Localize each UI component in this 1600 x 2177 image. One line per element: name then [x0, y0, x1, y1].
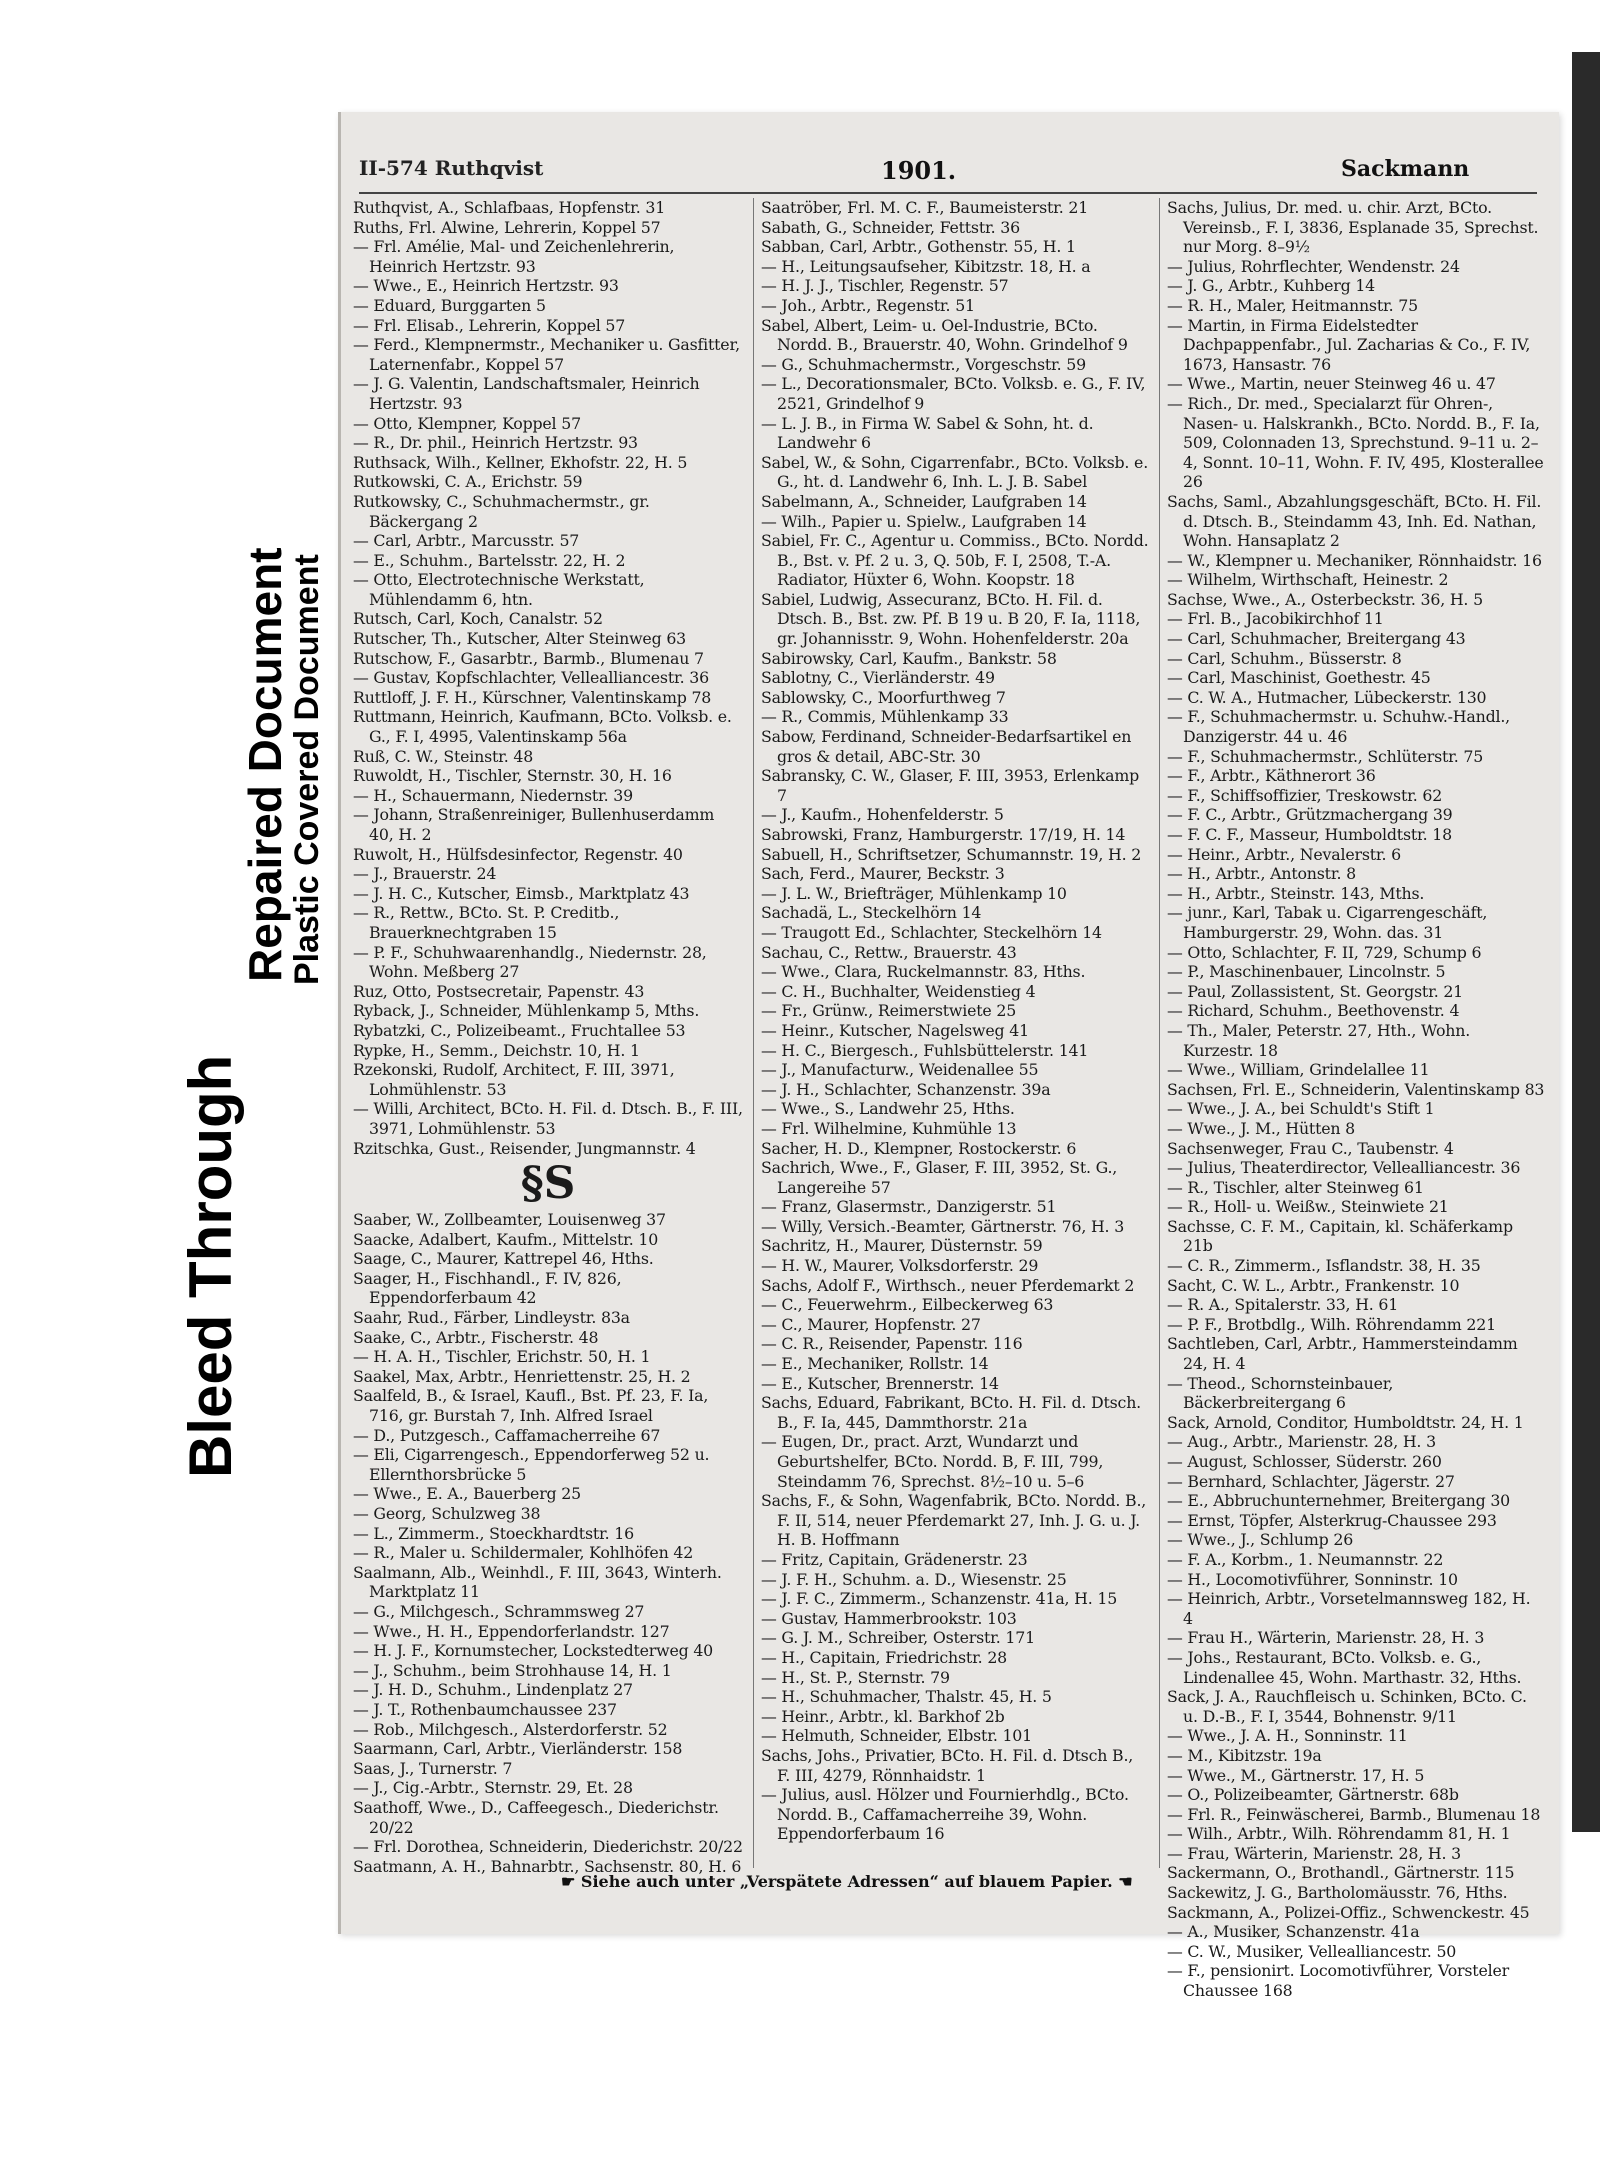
directory-entry: — Johs., Restaurant, BCto. Volksb. e. G., Lindenallee 45, Wohn. Marthastr. 32, Hths.: [1167, 1647, 1522, 1687]
directory-entry: — Wwe., J., Schlump 26: [1167, 1530, 1354, 1550]
directory-entry: — Julius, Theaterdirector, Vellealliancestr. 36: [1167, 1158, 1521, 1178]
directory-entry: Sacht, C. W. L., Arbtr., Frankenstr. 10: [1167, 1275, 1460, 1295]
directory-entry: — Frl. R., Feinwäscherei, Barmb., Blumenau 18: [1167, 1804, 1541, 1824]
directory-entry: — R. A., Spitalerstr. 33, H. 61: [1167, 1295, 1399, 1315]
directory-entry: — Wilh., Arbtr., Wilh. Röhrendamm 81, H. 1: [1167, 1824, 1511, 1844]
directory-entry: — J., Cig.-Arbtr., Sternstr. 29, Et. 28: [353, 1778, 633, 1798]
directory-entry: — L., Decorationsmaler, BCto. Volksb. e. G., F. IV, 2521, Grindelhof 9: [761, 374, 1146, 413]
directory-entry: — J. F. C., Zimmerm., Schanzenstr. 41a, H. 15: [761, 1589, 1118, 1609]
directory-entry: Sach, Ferd., Maurer, Beckstr. 3: [761, 864, 1005, 884]
directory-entry: Sack, Arnold, Conditor, Humboldtstr. 24, H. 1: [1167, 1412, 1524, 1432]
directory-entry: — J., Manufacturw., Weidenallee 55: [761, 1060, 1039, 1080]
directory-entry: — Wwe., J. A. H., Sonninstr. 11: [1167, 1726, 1408, 1746]
directory-entry: Sachsse, C. F. M., Capitain, kl. Schäferkamp 21b: [1167, 1216, 1513, 1256]
directory-page: [338, 112, 1559, 2001]
directory-entry: Saalfeld, B., & Israel, Kaufl., Bst. Pf. 23, F. Ia, 716, gr. Burstah 7, Inh. Alfred Israel: [353, 1386, 709, 1426]
directory-entry: Rutscher, Th., Kutscher, Alter Steinweg 63: [353, 629, 687, 649]
directory-entry: Sachs, Eduard, Fabrikant, BCto. H. Fil. d. Dtsch. B., F. Ia, 445, Dammthorstr. 21a: [761, 1393, 1141, 1432]
directory-entry: — Julius, ausl. Hölzer und Fournierhdlg., BCto. Nordd. B., Caffamacherreihe 39, Wohn. Eppendorferbaum 16: [761, 1785, 1129, 1844]
directory-entry: — Fr., Grünw., Reimerstwiete 25: [761, 1001, 1017, 1021]
directory-entry: Sabransky, C. W., Glaser, F. III, 3953, Erlenkamp 7: [761, 766, 1140, 805]
directory-entry: Sackermann, O., Brothandl., Gärtnerstr. 115: [1167, 1863, 1515, 1883]
directory-entry: Rutkowsky, C., Schuhmachermstr., gr. Bäckergang 2: [353, 491, 650, 531]
directory-entry: — J. T., Rothenbaumchaussee 237: [353, 1699, 617, 1719]
directory-entry: — E., Kutscher, Brennerstr. 14: [761, 1373, 999, 1393]
directory-entry: — Heinr., Arbtr., kl. Barkhof 2b: [761, 1706, 1005, 1726]
directory-entry: — C. W. A., Hutmacher, Lübeckerstr. 130: [1167, 687, 1487, 707]
directory-entry: Sacher, H. D., Klempner, Rostockerstr. 6: [761, 1138, 1077, 1158]
directory-entry: — H., Arbtr., Antonstr. 8: [1167, 864, 1356, 884]
directory-entry: Saatmann, A. H., Bahnarbtr., Sachsenstr. 80, H. 6: [353, 1856, 742, 1876]
directory-entry: Ryback, J., Schneider, Mühlenkamp 5, Mths.: [353, 1001, 700, 1021]
directory-entry: — F., Schiffsoffizier, Treskowstr. 62: [1167, 785, 1443, 805]
directory-entry: — August, Schlosser, Süderstr. 260: [1167, 1452, 1442, 1471]
directory-entry: — F. A., Korbm., 1. Neumannstr. 22: [1167, 1549, 1444, 1569]
directory-entry: Rybatzki, C., Polizeibeamt., Fruchtallee 53: [353, 1020, 686, 1040]
directory-entry: Sack, J. A., Rauchfleisch u. Schinken, BCto. C. u. D.-B., F. I, 3544, Bohnenstr. 9/11: [1167, 1687, 1527, 1726]
directory-entry: Sabelmann, A., Schneider, Laufgraben 14: [761, 491, 1087, 511]
directory-entry: — R., Maler u. Schildermaler, Kohlhöfen 42: [353, 1543, 694, 1563]
directory-entry: Sachs, Saml., Abzahlungsgeschäft, BCto. H. Fil. d. Dtsch. B., Steindamm 43, Inh. Ed. Nathan, Wohn. Hansaplatz 2: [1167, 491, 1542, 551]
column-1: [353, 198, 743, 1876]
directory-entry: — junr., Karl, Tabak u. Cigarrengeschäft, Hamburgerstr. 29, Wohn. das. 31: [1167, 903, 1488, 942]
directory-entry: Ruß, C. W., Steinstr. 48: [353, 746, 534, 766]
label-plastic-covered: Plastic Covered Document: [288, 554, 326, 985]
directory-entry: — Gustav, Hammerbrookstr. 103: [761, 1608, 1017, 1628]
directory-entry: — J. F. H., Schuhm. a. D., Wiesenstr. 25: [761, 1569, 1067, 1589]
directory-entry: Sabiel, Fr. C., Agentur u. Commiss., BCto. Nordd. B., Bst. v. Pf. 2 u. 3, Q. 50b, F. I, 2508, T.-A. Radiator, Hüxter 6, Wohn. Koopstr. 18: [761, 531, 1149, 590]
directory-entry: Rutsch, Carl, Koch, Canalstr. 52: [353, 609, 603, 629]
directory-entry: — Fritz, Capitain, Grädenerstr. 23: [761, 1549, 1028, 1569]
directory-entry: — P. F., Brotbdlg., Wilh. Röhrendamm 221: [1167, 1314, 1496, 1334]
directory-entry: — R. H., Maler, Heitmannstr. 75: [1167, 295, 1418, 315]
directory-entry: — Th., Maler, Peterstr. 27, Hth., Wohn. Kurzestr. 18: [1167, 1020, 1471, 1060]
directory-entry: — H. J. F., Kornumstecher, Lockstedterweg 40: [353, 1641, 714, 1661]
directory-entry: — Frl. Wilhelmine, Kuhmühle 13: [761, 1118, 1017, 1138]
directory-entry: — J. H., Schlachter, Schanzenstr. 39a: [761, 1079, 1051, 1099]
directory-entry: — R., Dr. phil., Heinrich Hertzstr. 93: [353, 433, 638, 453]
directory-entry: — J. G. Valentin, Landschaftsmaler, Heinrich Hertzstr. 93: [353, 374, 700, 413]
directory-entry: Ruwoldt, H., Tischler, Sternstr. 30, H. 16: [353, 766, 672, 786]
directory-entry: — Wwe., H. H., Eppendorferlandstr. 127: [353, 1621, 670, 1641]
directory-entry: — H., Arbtr., Steinstr. 143, Mths.: [1167, 883, 1425, 903]
page-header-right: Sackmann: [1341, 156, 1470, 182]
directory-entry: Saahr, Rud., Färber, Lindleystr. 83a: [353, 1308, 630, 1328]
label-repaired-document: Repaired Document: [239, 547, 291, 982]
directory-entry: Sachsenweger, Frau C., Taubenstr. 4: [1167, 1138, 1454, 1158]
directory-entry: Sachs, Johs., Privatier, BCto. H. Fil. d. Dtsch B., F. III, 4279, Rönnhaidstr. 1: [761, 1745, 1134, 1785]
directory-entry: — Wwe., J. M., Hütten 8: [1167, 1118, 1356, 1138]
directory-entry: — C., Maurer, Hopfenstr. 27: [761, 1314, 981, 1334]
directory-entry: Sachau, C., Rettw., Brauerstr. 43: [761, 942, 1017, 962]
directory-entry: — H., Schauermann, Niedernstr. 39: [353, 785, 634, 805]
directory-entry: Sachs, F., & Sohn, Wagenfabrik, BCto. Nordd. B., F. II, 514, neuer Pferdemarkt 27, Inh. J. G. u. J. H. B. Hoffmann: [761, 1491, 1147, 1550]
directory-entry: — P., Maschinenbauer, Lincolnstr. 5: [1167, 962, 1446, 982]
directory-entry: — Carl, Maschinist, Goethestr. 45: [1167, 668, 1431, 688]
directory-entry: — D., Putzgesch., Caffamacherreihe 67: [353, 1425, 661, 1445]
directory-entry: — Eduard, Burggarten 5: [353, 295, 546, 315]
directory-entry: Sabuell, H., Schriftsetzer, Schumannstr. 19, H. 2: [761, 844, 1142, 864]
directory-entry: — Wwe., M., Gärtnerstr. 17, H. 5: [1167, 1765, 1425, 1785]
directory-entry: — Frau H., Wärterin, Marienstr. 28, H. 3: [1167, 1628, 1485, 1648]
directory-entry: Sabel, W., & Sohn, Cigarrenfabr., BCto. Volksb. e. G., ht. d. Landwehr 6, Inh. L. J. B. Sabel: [761, 452, 1149, 492]
directory-entry: Sabrowski, Franz, Hamburgerstr. 17/19, H. 14: [761, 825, 1126, 844]
column-divider: [753, 198, 754, 1868]
directory-entry: — Wwe., E., Heinrich Hertzstr. 93: [353, 276, 619, 296]
directory-entry: — H. W., Maurer, Volksdorferstr. 29: [761, 1256, 1039, 1276]
directory-entry: — Aug., Arbtr., Marienstr. 28, H. 3: [1167, 1432, 1436, 1452]
directory-entry: Sabel, Albert, Leim- u. Oel-Industrie, BCto. Nordd. B., Brauerstr. 40, Wohn. Grindelhof 9: [761, 315, 1128, 355]
directory-entry: Rzekonski, Rudolf, Architect, F. III, 3971, Lohmühlenstr. 53: [353, 1060, 675, 1099]
scanner-edge: [1572, 52, 1600, 1832]
directory-entry: — R., Tischler, alter Steinweg 61: [1167, 1177, 1424, 1197]
directory-entry: Saager, H., Fischhandl., F. IV, 826, Eppendorferbaum 42: [353, 1268, 622, 1308]
directory-entry: Saacke, Adalbert, Kaufm., Mittelstr. 10: [353, 1229, 659, 1249]
directory-entry: — W., Klempner u. Mechaniker, Rönnhaidstr. 16: [1167, 550, 1542, 570]
directory-entry: — L. J. B., in Firma W. Sabel & Sohn, ht. d. Landwehr 6: [761, 413, 1094, 453]
directory-entry: — Helmuth, Schneider, Elbstr. 101: [761, 1726, 1033, 1746]
label-bleed-through: Bleed Through: [177, 1054, 244, 1478]
directory-entry: — Frl. Amélie, Mal- und Zeichenlehrerin, Heinrich Hertzstr. 93: [353, 237, 675, 276]
directory-entry: Sachtleben, Carl, Arbtr., Hammersteindamm 24, H. 4: [1167, 1334, 1518, 1374]
directory-entry: Sablotny, C., Vierländerstr. 49: [761, 668, 995, 688]
directory-entry: — Wwe., E. A., Bauerberg 25: [353, 1484, 581, 1504]
directory-entry: Sachs, Julius, Dr. med. u. chir. Arzt, BCto. Vereinsb., F. I, 3836, Esplanade 35, Sprechst. nur Morg. 8–9½: [1167, 198, 1539, 257]
section-letter: §S: [520, 1158, 576, 1210]
directory-entry: — Traugott Ed., Schlachter, Steckelhörn 14: [761, 922, 1102, 942]
directory-entry: — Paul, Zollassistent, St. Georgstr. 21: [1167, 981, 1464, 1001]
directory-entry: — G. J. M., Schreiber, Osterstr. 171: [761, 1628, 1035, 1648]
directory-entry: Rzitschka, Gust., Reisender, Jungmannstr. 4: [353, 1138, 696, 1158]
directory-entry: Saakel, Max, Arbtr., Henriettenstr. 25, H. 2: [353, 1366, 691, 1386]
directory-entry: — F., Schuhmachermstr. u. Schuhw.-Handl., Danzigerstr. 44 u. 46: [1167, 707, 1510, 747]
directory-entry: — Theod., Schornsteinbauer, Bäckerbreitergang 6: [1167, 1373, 1394, 1413]
directory-entry: Rutschow, F., Gasarbtr., Barmb., Blumenau 7: [353, 648, 704, 668]
directory-entry: — G., Milchgesch., Schrammsweg 27: [353, 1601, 645, 1621]
directory-entry: — H., Schuhmacher, Thalstr. 45, H. 5: [761, 1687, 1052, 1707]
column-3: [1167, 198, 1545, 2001]
directory-entry: — Wwe., Clara, Ruckelmannstr. 83, Hths.: [761, 962, 1086, 982]
directory-entry: — O., Polizeibeamter, Gärtnerstr. 68b: [1167, 1785, 1459, 1805]
directory-entry: — J. H. D., Schuhm., Lindenplatz 27: [353, 1680, 633, 1700]
directory-entry: Ruthsack, Wilh., Kellner, Ekhofstr. 22, H. 5: [353, 452, 688, 472]
directory-entry: — H., Capitain, Friedrichstr. 28: [761, 1647, 1008, 1667]
directory-entry: — Martin, in Firma Eidelstedter Dachpappenfabr., Jul. Zacharias & Co., F. IV, 1673, Hansastr. 76: [1167, 315, 1531, 374]
directory-entry: — L., Zimmerm., Stoeckhardtstr. 16: [353, 1523, 634, 1543]
directory-entry: Saathoff, Wwe., D., Caffeegesch., Diederichstr. 20/22: [353, 1797, 719, 1837]
directory-entry: — C., Feuerwehrm., Eilbeckerweg 63: [761, 1295, 1054, 1315]
directory-entry: — C. W., Musiker, Vellealliancestr. 50: [1167, 1941, 1457, 1961]
directory-entry: — J., Kaufm., Hohenfelderstr. 5: [761, 805, 1004, 825]
directory-entry: — C. R., Reisender, Papenstr. 116: [761, 1334, 1023, 1354]
directory-entry: Saarmann, Carl, Arbtr., Vierländerstr. 158: [353, 1739, 683, 1759]
directory-entry: — Heinr., Kutscher, Nagelsweg 41: [761, 1020, 1029, 1040]
directory-entry: — Ernst, Töpfer, Alsterkrug-Chaussee 293: [1167, 1510, 1497, 1530]
directory-entry: — Carl, Schuhmacher, Breitergang 43: [1167, 629, 1466, 649]
directory-entry: — Frau, Wärterin, Marienstr. 28, H. 3: [1167, 1843, 1461, 1863]
directory-entry: — Willy, Versich.-Beamter, Gärtnerstr. 76, H. 3: [761, 1216, 1125, 1236]
directory-entry: — F. C. F., Masseur, Humboldtstr. 18: [1167, 825, 1452, 844]
directory-entry: Sachs, Adolf F., Wirthsch., neuer Pferdemarkt 2: [761, 1275, 1135, 1295]
directory-entry: — R., Commis, Mühlenkamp 33: [761, 707, 1009, 727]
directory-entry: — J. G., Arbtr., Kuhberg 14: [1167, 276, 1376, 296]
page-footer-note: ☛ Siehe auch unter „Verspätete Adressen“ auf blauem Papier. ☚: [561, 1872, 1133, 1891]
directory-entry: Sabath, G., Schneider, Fettstr. 36: [761, 217, 1020, 237]
page-header-left: II-574 Ruthqvist: [359, 156, 544, 180]
directory-entry: — A., Musiker, Schanzenstr. 41a: [1167, 1922, 1420, 1942]
directory-entry: — Wwe., Martin, neuer Steinweg 46 u. 47: [1167, 374, 1496, 394]
directory-entry: Sachadä, L., Steckelhörn 14: [761, 903, 982, 923]
directory-entry: — Gustav, Kopfschlachter, Vellealliancestr. 36: [353, 668, 709, 688]
directory-entry: Sabban, Carl, Arbtr., Gothenstr. 55, H. 1: [761, 237, 1076, 257]
directory-entry: — C. R., Zimmerm., Isflandstr. 38, H. 35: [1167, 1256, 1481, 1276]
directory-entry: Sablowsky, C., Moorfurthweg 7: [761, 687, 1006, 707]
directory-entry: Saas, J., Turnerstr. 7: [353, 1758, 513, 1778]
directory-entry: — Frl. B., Jacobikirchhof 11: [1167, 609, 1384, 629]
directory-entry: — E., Schuhm., Bartelsstr. 22, H. 2: [353, 550, 626, 570]
directory-entry: — Willi, Architect, BCto. H. Fil. d. Dtsch. B., F. III, 3971, Lohmühlenstr. 53: [353, 1099, 743, 1138]
directory-entry: — R., Rettw., BCto. St. P. Creditb., Brauerknechtgraben 15: [353, 903, 620, 942]
directory-entry: — F., pensionirt. Locomotivführer, Vorsteler Chaussee 168: [1167, 1961, 1509, 2001]
directory-entry: — E., Mechaniker, Rollstr. 14: [761, 1354, 989, 1374]
directory-entry: Ruz, Otto, Postsecretair, Papenstr. 43: [353, 981, 645, 1001]
page-header-year: 1901.: [881, 156, 957, 185]
directory-entry: Ruttloff, J. F. H., Kürschner, Valentinskamp 78: [353, 687, 712, 707]
directory-entry: Sachritz, H., Maurer, Düsternstr. 59: [761, 1236, 1043, 1256]
directory-entry: — J., Schuhm., beim Strohhause 14, H. 1: [353, 1660, 672, 1680]
directory-entry: Rutkowski, C. A., Erichstr. 59: [353, 472, 583, 492]
directory-entry: Sabiel, Ludwig, Assecuranz, BCto. H. Fil. d. Dtsch. B., Bst. zw. Pf. B 19 u. B 20, F. Ia, 1118, gr. Johannisstr. 9, Wohn. Hohenfelderstr. 20a: [761, 589, 1141, 649]
directory-entry: Ruths, Frl. Alwine, Lehrerin, Koppel 57: [353, 217, 661, 237]
directory-entry: — Julius, Rohrflechter, Wendenstr. 24: [1167, 256, 1460, 276]
directory-entry: Rypke, H., Semm., Deichstr. 10, H. 1: [353, 1040, 640, 1060]
directory-entry: — Wwe., J. A., bei Schuldt's Stift 1: [1167, 1099, 1435, 1119]
directory-entry: — Carl, Schuhm., Büsserstr. 8: [1167, 648, 1402, 668]
directory-entry: — Wilhelm, Wirthschaft, Heinestr. 2: [1167, 570, 1449, 590]
directory-entry: — Heinrich, Arbtr., Vorsetelmannsweg 182, H. 4: [1167, 1589, 1531, 1628]
directory-entry: — Rob., Milchgesch., Alsterdorferstr. 52: [353, 1719, 668, 1739]
directory-entry: — Rich., Dr. med., Specialarzt für Ohren-, Nasen- u. Halskrankh., BCto. Nordd. B., F. Ia, 509, Colonnaden 13, Sprechstund. 9–11 u. 2–4, Sonnt. 10–11, Wohn. F. IV, 495, Klosterallee 26: [1167, 393, 1544, 492]
directory-entry: Ruttmann, Heinrich, Kaufmann, BCto. Volksb. e. G., F. I, 4995, Valentinskamp 56a: [353, 707, 732, 747]
directory-entry: — H., Locomotivführer, Sonninstr. 10: [1167, 1569, 1458, 1589]
directory-entry: — F., Schuhmachermstr., Schlüterstr. 75: [1167, 746, 1484, 766]
directory-entry: — H., St. P., Sternstr. 79: [761, 1667, 950, 1687]
directory-entry: — Carl, Arbtr., Marcusstr. 57: [353, 531, 580, 551]
directory-entry: — J. L. W., Briefträger, Mühlenkamp 10: [761, 883, 1067, 903]
directory-entry: — H. J. J., Tischler, Regenstr. 57: [761, 276, 1009, 296]
directory-entry: — J., Brauerstr. 24: [353, 864, 497, 884]
directory-entry: — F. C., Arbtr., Grützmachergang 39: [1167, 805, 1453, 825]
directory-entry: Sabirowsky, Carl, Kaufm., Bankstr. 58: [761, 648, 1057, 668]
directory-entry: — Otto, Klempner, Koppel 57: [353, 413, 581, 433]
directory-entry: — Eugen, Dr., pract. Arzt, Wundarzt und Geburtshelfer, BCto. Nordd. B, F. III, 799, Steindamm 76, Sprechst. 8½–10 u. 5–6: [761, 1432, 1104, 1491]
directory-entry: Saatröber, Frl. M. C. F., Baumeisterstr. 21: [761, 198, 1089, 217]
column-2: [761, 198, 1151, 1844]
directory-entry: — H. C., Biergesch., Fuhlsbüttelerstr. 141: [761, 1040, 1089, 1060]
directory-entry: Saaber, W., Zollbeamter, Louisenweg 37: [353, 1210, 666, 1230]
directory-entry: — J. H. C., Kutscher, Eimsb., Marktplatz 43: [353, 883, 690, 903]
directory-entry: — Frl. Elisab., Lehrerin, Koppel 57: [353, 315, 626, 335]
directory-entry: — Richard, Schuhm., Beethovenstr. 4: [1167, 1001, 1460, 1021]
directory-entry: — Wwe., S., Landwehr 25, Hths.: [761, 1099, 1015, 1119]
directory-entry: — Otto, Electrotechnische Werkstatt, Mühlendamm 6, htn.: [353, 570, 645, 609]
directory-entry: — F., Arbtr., Käthnerort 36: [1167, 766, 1376, 786]
directory-entry: Ruthqvist, A., Schlafbaas, Hopfenstr. 31: [353, 198, 666, 217]
directory-entry: — Eli, Cigarrengesch., Eppendorferweg 52 u. Ellernthorsbrücke 5: [353, 1445, 710, 1484]
directory-entry: — Joh., Arbtr., Regenstr. 51: [761, 295, 975, 315]
directory-entry: — R., Holl- u. Weißw., Steinwiete 21: [1167, 1197, 1449, 1217]
directory-entry: Saake, C., Arbtr., Fischerstr. 48: [353, 1327, 599, 1347]
directory-entry: — Heinr., Arbtr., Nevalerstr. 6: [1167, 844, 1401, 864]
directory-entry: — Wwe., William, Grindelallee 11: [1167, 1060, 1430, 1080]
directory-entry: Sackewitz, J. G., Bartholomäusstr. 76, Hths.: [1167, 1883, 1508, 1903]
directory-entry: Sachse, Wwe., A., Osterbeckstr. 36, H. 5: [1167, 589, 1483, 609]
directory-entry: — H. A. H., Tischler, Erichstr. 50, H. 1: [353, 1347, 651, 1367]
directory-entry: Saalmann, Alb., Weinhdl., F. III, 3643, Winterh. Marktplatz 11: [353, 1562, 722, 1602]
directory-entry: — Johann, Straßenreiniger, Bullenhuserdamm 40, H. 2: [353, 805, 715, 844]
directory-entry: Ruwolt, H., Hülfsdesinfector, Regenstr. 40: [353, 844, 683, 864]
directory-entry: — Frl. Dorothea, Schneiderin, Diederichstr. 20/22: [353, 1837, 743, 1857]
directory-entry: Sachrich, Wwe., F., Glaser, F. III, 3952, St. G., Langereihe 57: [761, 1158, 1118, 1197]
directory-entry: — E., Abbruchunternehmer, Breitergang 30: [1167, 1491, 1511, 1511]
directory-entry: — M., Kibitzstr. 19a: [1167, 1745, 1322, 1765]
directory-entry: — C. H., Buchhalter, Weidenstieg 4: [761, 981, 1036, 1001]
directory-entry: Sabow, Ferdinand, Schneider-Bedarfsartikel en gros & detail, ABC-Str. 30: [761, 727, 1132, 766]
directory-entry: — Georg, Schulzweg 38: [353, 1504, 541, 1523]
directory-entry: — Otto, Schlachter, F. II, 729, Schump 6: [1167, 942, 1482, 962]
directory-entry: Sackmann, A., Polizei-Offiz., Schwenckestr. 45: [1167, 1902, 1530, 1922]
directory-entry: — Franz, Glasermstr., Danzigerstr. 51: [761, 1197, 1057, 1217]
directory-entry: — H., Leitungsaufseher, Kibitzstr. 18, H. a: [761, 256, 1091, 276]
directory-entry: — Ferd., Klempnermstr., Mechaniker u. Gasfitter, Laternenfabr., Koppel 57: [353, 335, 740, 374]
header-rule: [359, 192, 1537, 194]
directory-entry: — Bernhard, Schlachter, Jägerstr. 27: [1167, 1471, 1455, 1491]
directory-entry: Saage, C., Maurer, Kattrepel 46, Hths.: [353, 1249, 654, 1269]
directory-entry: — G., Schuhmachermstr., Vorgeschstr. 59: [761, 354, 1086, 374]
column-divider: [1159, 198, 1160, 1868]
directory-entry: — Wilh., Papier u. Spielw., Laufgraben 14: [761, 511, 1087, 531]
directory-entry: Sachsen, Frl. E., Schneiderin, Valentinskamp 83: [1167, 1079, 1545, 1099]
directory-entry: — P. F., Schuhwaarenhandlg., Niedernstr. 28, Wohn. Meßberg 27: [353, 942, 707, 982]
